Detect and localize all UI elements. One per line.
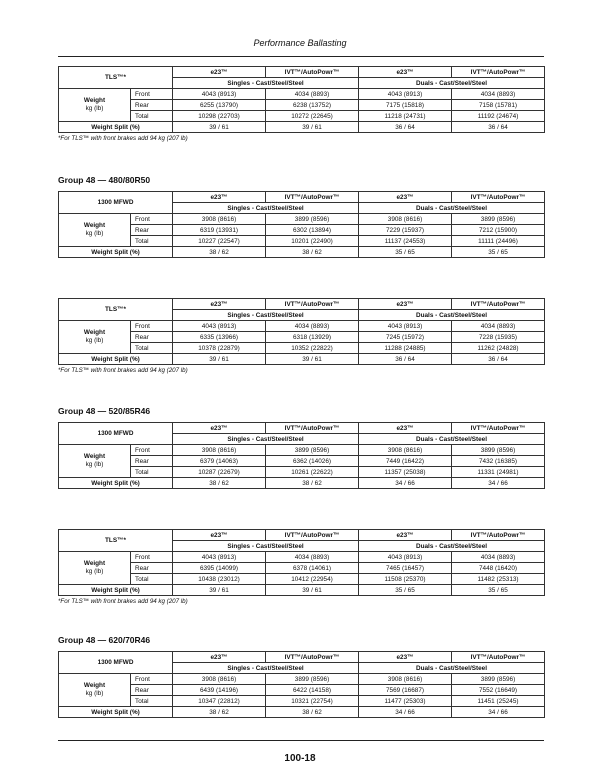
weight-value: 6318 (13929) bbox=[266, 332, 359, 343]
column-header-e23: e23™ bbox=[359, 423, 452, 434]
weight-value: 10272 (22645) bbox=[266, 111, 359, 122]
column-header-e23: e23™ bbox=[359, 299, 452, 310]
weight-value: 10287 (22679) bbox=[173, 467, 266, 478]
column-header-ivt: IVT™/AutoPowr™ bbox=[452, 530, 545, 541]
column-header-ivt: IVT™/AutoPowr™ bbox=[266, 67, 359, 78]
table-row-total bbox=[59, 574, 545, 585]
total-label: Total bbox=[131, 574, 173, 585]
group-title: Group 48 — 480/80R50 bbox=[58, 175, 151, 185]
weight-value: 7449 (16422) bbox=[359, 456, 452, 467]
config-label: TLS™* bbox=[59, 530, 173, 552]
weight-value: 34 / 66 bbox=[452, 478, 545, 489]
weight-value: 6362 (14026) bbox=[266, 456, 359, 467]
column-header-e23: e23™ bbox=[173, 652, 266, 663]
column-header-ivt: IVT™/AutoPowr™ bbox=[452, 423, 545, 434]
total-label: Total bbox=[131, 467, 173, 478]
weight-value: 36 / 64 bbox=[359, 122, 452, 133]
rear-label: Rear bbox=[131, 456, 173, 467]
weight-value: 3908 (8616) bbox=[359, 445, 452, 456]
weight-value: 3908 (8616) bbox=[173, 214, 266, 225]
table-row-rear bbox=[59, 563, 545, 574]
singles-header: Singles - Cast/Steel/Steel bbox=[173, 434, 359, 445]
table-header-row bbox=[59, 299, 545, 310]
config-label: TLS™* bbox=[59, 299, 173, 321]
weight-value: 4034 (8893) bbox=[266, 552, 359, 563]
column-header-ivt: IVT™/AutoPowr™ bbox=[266, 652, 359, 663]
weight-value: 4034 (8893) bbox=[452, 552, 545, 563]
weight-value: 39 / 61 bbox=[173, 122, 266, 133]
ballast-table bbox=[58, 422, 545, 489]
weight-value: 11288 (24885) bbox=[359, 343, 452, 354]
weight-value: 7212 (15900) bbox=[452, 225, 545, 236]
column-header-ivt: IVT™/AutoPowr™ bbox=[452, 652, 545, 663]
table-row-front bbox=[59, 89, 545, 100]
weight-value: 11451 (25245) bbox=[452, 696, 545, 707]
weight-value: 10321 (22754) bbox=[266, 696, 359, 707]
weight-value: 6335 (13966) bbox=[173, 332, 266, 343]
weight-value: 11111 (24496) bbox=[452, 236, 545, 247]
rear-label: Rear bbox=[131, 685, 173, 696]
total-label: Total bbox=[131, 343, 173, 354]
rear-label: Rear bbox=[131, 100, 173, 111]
weight-value: 7432 (16385) bbox=[452, 456, 545, 467]
singles-header: Singles - Cast/Steel/Steel bbox=[173, 310, 359, 321]
column-header-e23: e23™ bbox=[359, 192, 452, 203]
weight-value: 3899 (8596) bbox=[266, 674, 359, 685]
ballast-table-section bbox=[58, 406, 544, 489]
weight-value: 39 / 61 bbox=[266, 354, 359, 365]
ballast-table-section bbox=[58, 298, 544, 374]
page-number: 100-18 bbox=[284, 753, 316, 764]
table-row-total bbox=[59, 467, 545, 478]
table-row-total bbox=[59, 236, 545, 247]
weight-label: Weight bbox=[83, 222, 106, 229]
weight-value: 38 / 62 bbox=[266, 707, 359, 718]
weight-label: Weight bbox=[83, 453, 106, 460]
weight-value: 10261 (22622) bbox=[266, 467, 359, 478]
ballast-table-section bbox=[58, 635, 544, 718]
weight-value: 35 / 65 bbox=[452, 247, 545, 258]
duals-header: Duals - Cast/Steel/Steel bbox=[359, 663, 545, 674]
front-label: Front bbox=[131, 445, 173, 456]
weight-split-label: Weight Split (%) bbox=[59, 707, 173, 718]
weight-value: 7228 (15935) bbox=[452, 332, 545, 343]
page-header-title: Performance Ballasting bbox=[253, 38, 347, 48]
weight-value: 4034 (8893) bbox=[266, 89, 359, 100]
footnote: *For TLS™ with front brakes add 94 kg (207 lb) bbox=[58, 367, 188, 374]
weight-value: 6238 (13752) bbox=[266, 100, 359, 111]
ballast-table bbox=[58, 651, 545, 718]
table-row-front bbox=[59, 445, 545, 456]
weight-value: 11262 (24828) bbox=[452, 343, 545, 354]
weight-value: 35 / 65 bbox=[359, 247, 452, 258]
singles-header: Singles - Cast/Steel/Steel bbox=[173, 78, 359, 89]
column-header-e23: e23™ bbox=[359, 530, 452, 541]
weight-unit: kg (lb) bbox=[85, 690, 104, 697]
duals-header: Duals - Cast/Steel/Steel bbox=[359, 434, 545, 445]
weight-value: 11508 (25370) bbox=[359, 574, 452, 585]
table-row-rear bbox=[59, 100, 545, 111]
table-row-weight-split bbox=[59, 707, 545, 718]
weight-value: 10201 (22490) bbox=[266, 236, 359, 247]
column-header-e23: e23™ bbox=[173, 192, 266, 203]
weight-value: 3899 (8596) bbox=[452, 674, 545, 685]
weight-value: 11482 (25313) bbox=[452, 574, 545, 585]
weight-value: 4043 (8913) bbox=[359, 552, 452, 563]
table-row-weight-split bbox=[59, 585, 545, 596]
weight-value: 3908 (8616) bbox=[359, 674, 452, 685]
weight-value: 6439 (14196) bbox=[173, 685, 266, 696]
weight-value: 38 / 62 bbox=[266, 247, 359, 258]
weight-row-label bbox=[59, 321, 131, 354]
table-row-weight-split bbox=[59, 354, 545, 365]
weight-row-label bbox=[59, 674, 131, 707]
weight-split-label: Weight Split (%) bbox=[59, 354, 173, 365]
weight-value: 7569 (16687) bbox=[359, 685, 452, 696]
weight-row-label bbox=[59, 445, 131, 478]
column-header-ivt: IVT™/AutoPowr™ bbox=[266, 192, 359, 203]
column-header-ivt: IVT™/AutoPowr™ bbox=[266, 530, 359, 541]
column-header-ivt: IVT™/AutoPowr™ bbox=[266, 299, 359, 310]
singles-header: Singles - Cast/Steel/Steel bbox=[173, 203, 359, 214]
weight-value: 3899 (8596) bbox=[266, 214, 359, 225]
table-row-weight-split bbox=[59, 478, 545, 489]
rear-label: Rear bbox=[131, 563, 173, 574]
ballast-table-section bbox=[58, 66, 544, 142]
weight-value: 3899 (8596) bbox=[452, 445, 545, 456]
weight-value: 4043 (8913) bbox=[173, 321, 266, 332]
weight-value: 7465 (16457) bbox=[359, 563, 452, 574]
front-label: Front bbox=[131, 89, 173, 100]
front-label: Front bbox=[131, 674, 173, 685]
column-header-e23: e23™ bbox=[359, 67, 452, 78]
weight-value: 10347 (22812) bbox=[173, 696, 266, 707]
table-row-front bbox=[59, 214, 545, 225]
weight-value: 6379 (14063) bbox=[173, 456, 266, 467]
weight-value: 7245 (15972) bbox=[359, 332, 452, 343]
weight-split-label: Weight Split (%) bbox=[59, 478, 173, 489]
weight-value: 11218 (24731) bbox=[359, 111, 452, 122]
weight-value: 3908 (8616) bbox=[359, 214, 452, 225]
weight-value: 7175 (15818) bbox=[359, 100, 452, 111]
ballast-table-section bbox=[58, 175, 544, 258]
weight-label: Weight bbox=[83, 97, 106, 104]
table-row-weight-split bbox=[59, 247, 545, 258]
config-label: 1300 MFWD bbox=[59, 652, 173, 674]
table-header-row bbox=[59, 652, 545, 663]
weight-split-label: Weight Split (%) bbox=[59, 247, 173, 258]
weight-value: 34 / 66 bbox=[359, 478, 452, 489]
singles-header: Singles - Cast/Steel/Steel bbox=[173, 663, 359, 674]
weight-row-label bbox=[59, 89, 131, 122]
table-header-row bbox=[59, 192, 545, 203]
weight-value: 6395 (14099) bbox=[173, 563, 266, 574]
weight-row-label bbox=[59, 214, 131, 247]
weight-value: 7448 (16420) bbox=[452, 563, 545, 574]
weight-value: 39 / 61 bbox=[266, 122, 359, 133]
weight-value: 10227 (22547) bbox=[173, 236, 266, 247]
column-header-e23: e23™ bbox=[173, 67, 266, 78]
weight-value: 4034 (8893) bbox=[452, 321, 545, 332]
table-row-rear bbox=[59, 332, 545, 343]
table-row-weight-split bbox=[59, 122, 545, 133]
weight-value: 10298 (22703) bbox=[173, 111, 266, 122]
weight-value: 6302 (13894) bbox=[266, 225, 359, 236]
table-row-rear bbox=[59, 685, 545, 696]
weight-value: 6422 (14158) bbox=[266, 685, 359, 696]
table-row-front bbox=[59, 552, 545, 563]
total-label: Total bbox=[131, 236, 173, 247]
front-label: Front bbox=[131, 321, 173, 332]
config-label: TLS™* bbox=[59, 67, 173, 89]
weight-value: 36 / 64 bbox=[452, 122, 545, 133]
weight-value: 4043 (8913) bbox=[173, 552, 266, 563]
weight-value: 10438 (23012) bbox=[173, 574, 266, 585]
footnote: *For TLS™ with front brakes add 94 kg (207 lb) bbox=[58, 598, 188, 605]
table-row-total bbox=[59, 343, 545, 354]
weight-value: 6378 (14061) bbox=[266, 563, 359, 574]
rear-label: Rear bbox=[131, 225, 173, 236]
weight-value: 35 / 65 bbox=[452, 585, 545, 596]
front-label: Front bbox=[131, 552, 173, 563]
weight-value: 6255 (13790) bbox=[173, 100, 266, 111]
footnote: *For TLS™ with front brakes add 94 kg (207 lb) bbox=[58, 135, 188, 142]
weight-value: 3899 (8596) bbox=[452, 214, 545, 225]
weight-value: 39 / 61 bbox=[266, 585, 359, 596]
ballast-table bbox=[58, 529, 545, 596]
weight-label: Weight bbox=[83, 682, 106, 689]
duals-header: Duals - Cast/Steel/Steel bbox=[359, 310, 545, 321]
weight-value: 11477 (25303) bbox=[359, 696, 452, 707]
weight-value: 11137 (24553) bbox=[359, 236, 452, 247]
table-row-total bbox=[59, 696, 545, 707]
weight-value: 34 / 66 bbox=[359, 707, 452, 718]
header-rule bbox=[58, 56, 544, 57]
column-header-ivt: IVT™/AutoPowr™ bbox=[452, 299, 545, 310]
weight-unit: kg (lb) bbox=[85, 105, 104, 112]
weight-value: 3908 (8616) bbox=[173, 445, 266, 456]
table-row-front bbox=[59, 321, 545, 332]
table-row-rear bbox=[59, 225, 545, 236]
table-row-total bbox=[59, 111, 545, 122]
column-header-e23: e23™ bbox=[173, 530, 266, 541]
weight-value: 4043 (8913) bbox=[173, 89, 266, 100]
weight-value: 38 / 62 bbox=[173, 247, 266, 258]
total-label: Total bbox=[131, 111, 173, 122]
ballast-table-section bbox=[58, 529, 544, 605]
weight-value: 3908 (8616) bbox=[173, 674, 266, 685]
weight-value: 34 / 66 bbox=[452, 707, 545, 718]
column-header-ivt: IVT™/AutoPowr™ bbox=[452, 67, 545, 78]
weight-row-label bbox=[59, 552, 131, 585]
weight-value: 7229 (15937) bbox=[359, 225, 452, 236]
ballast-table bbox=[58, 298, 545, 365]
ballast-table bbox=[58, 191, 545, 258]
weight-value: 10378 (22879) bbox=[173, 343, 266, 354]
weight-value: 35 / 65 bbox=[359, 585, 452, 596]
weight-value: 38 / 62 bbox=[173, 478, 266, 489]
weight-unit: kg (lb) bbox=[85, 230, 104, 237]
weight-value: 11331 (24981) bbox=[452, 467, 545, 478]
weight-value: 10412 (22954) bbox=[266, 574, 359, 585]
weight-value: 38 / 62 bbox=[173, 707, 266, 718]
weight-unit: kg (lb) bbox=[85, 461, 104, 468]
weight-value: 36 / 64 bbox=[452, 354, 545, 365]
weight-label: Weight bbox=[83, 560, 106, 567]
group-title: Group 48 — 520/85R46 bbox=[58, 406, 151, 416]
weight-value: 4034 (8893) bbox=[266, 321, 359, 332]
weight-value: 38 / 62 bbox=[266, 478, 359, 489]
weight-value: 4034 (8893) bbox=[452, 89, 545, 100]
table-row-rear bbox=[59, 456, 545, 467]
table-header-row bbox=[59, 530, 545, 541]
total-label: Total bbox=[131, 696, 173, 707]
weight-value: 7158 (15781) bbox=[452, 100, 545, 111]
duals-header: Duals - Cast/Steel/Steel bbox=[359, 78, 545, 89]
column-header-e23: e23™ bbox=[359, 652, 452, 663]
weight-value: 4043 (8913) bbox=[359, 321, 452, 332]
weight-split-label: Weight Split (%) bbox=[59, 122, 173, 133]
weight-value: 3899 (8596) bbox=[266, 445, 359, 456]
rear-label: Rear bbox=[131, 332, 173, 343]
weight-value: 4043 (8913) bbox=[359, 89, 452, 100]
table-row-front bbox=[59, 674, 545, 685]
column-header-e23: e23™ bbox=[173, 299, 266, 310]
singles-header: Singles - Cast/Steel/Steel bbox=[173, 541, 359, 552]
table-header-row bbox=[59, 423, 545, 434]
column-header-ivt: IVT™/AutoPowr™ bbox=[452, 192, 545, 203]
weight-split-label: Weight Split (%) bbox=[59, 585, 173, 596]
column-header-e23: e23™ bbox=[173, 423, 266, 434]
weight-value: 36 / 64 bbox=[359, 354, 452, 365]
ballast-table bbox=[58, 66, 545, 133]
table-header-row bbox=[59, 67, 545, 78]
column-header-ivt: IVT™/AutoPowr™ bbox=[266, 423, 359, 434]
footer-rule bbox=[58, 740, 544, 741]
weight-value: 39 / 61 bbox=[173, 354, 266, 365]
duals-header: Duals - Cast/Steel/Steel bbox=[359, 203, 545, 214]
config-label: 1300 MFWD bbox=[59, 192, 173, 214]
weight-value: 10352 (22822) bbox=[266, 343, 359, 354]
weight-label: Weight bbox=[83, 329, 106, 336]
weight-value: 6319 (13931) bbox=[173, 225, 266, 236]
group-title: Group 48 — 620/70R46 bbox=[58, 635, 151, 645]
weight-unit: kg (lb) bbox=[85, 568, 104, 575]
config-label: 1300 MFWD bbox=[59, 423, 173, 445]
front-label: Front bbox=[131, 214, 173, 225]
weight-value: 11192 (24674) bbox=[452, 111, 545, 122]
weight-value: 39 / 61 bbox=[173, 585, 266, 596]
duals-header: Duals - Cast/Steel/Steel bbox=[359, 541, 545, 552]
weight-value: 7552 (16649) bbox=[452, 685, 545, 696]
weight-unit: kg (lb) bbox=[85, 337, 104, 344]
weight-value: 11357 (25038) bbox=[359, 467, 452, 478]
